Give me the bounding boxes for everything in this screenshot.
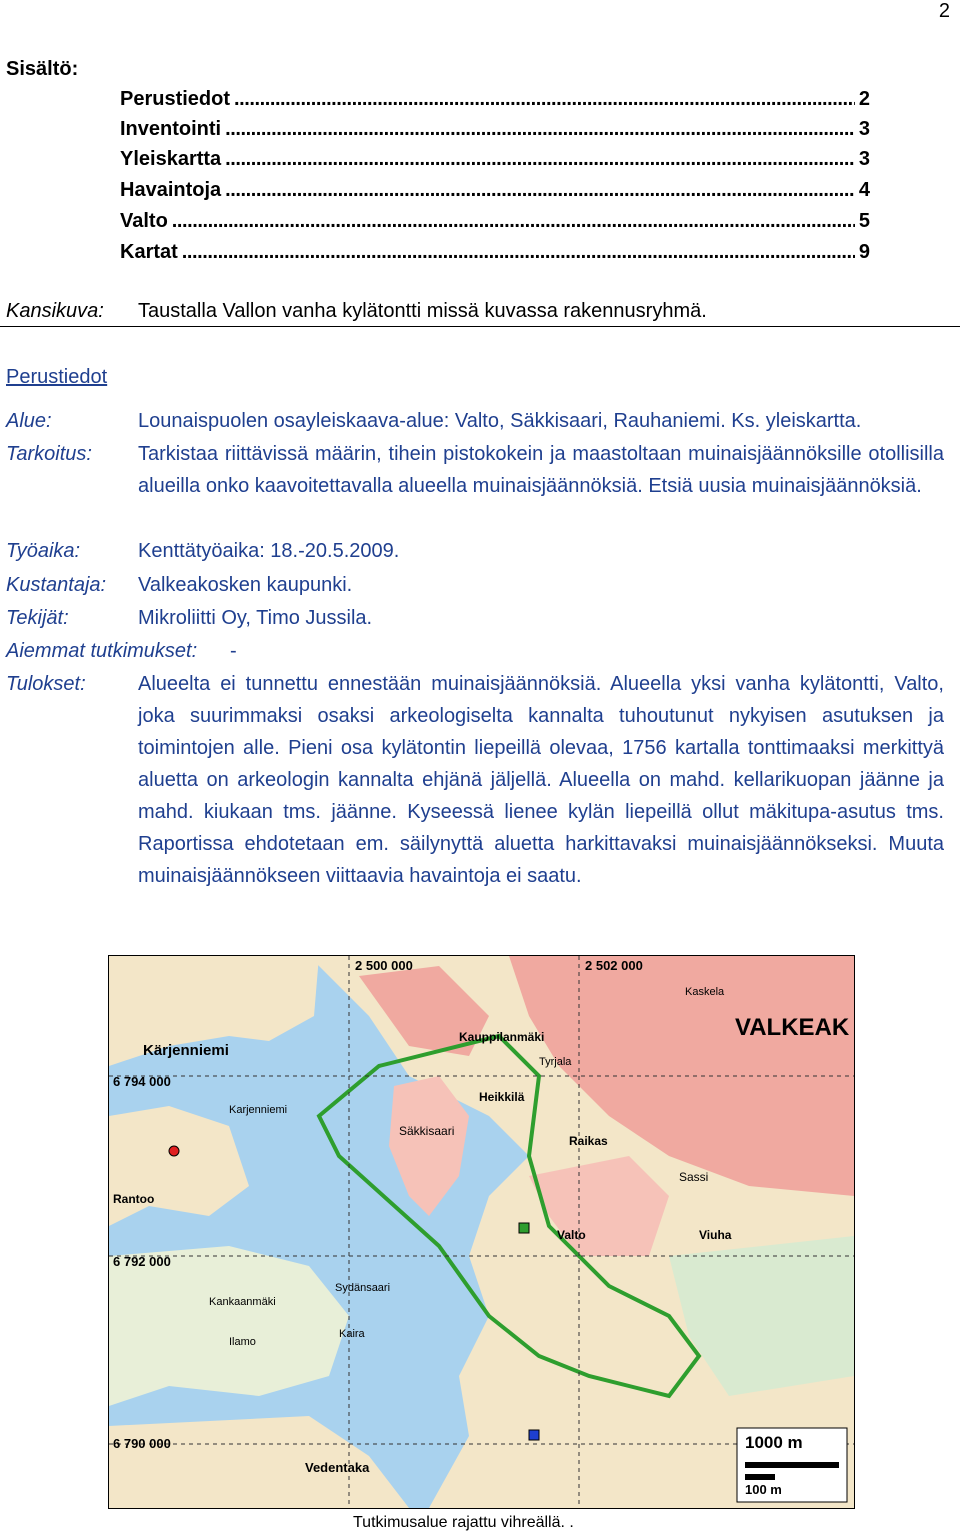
place-name: Tyrjala — [539, 1056, 572, 1068]
site-marker-blue — [529, 1430, 539, 1440]
scale-label-100: 100 m — [745, 1482, 782, 1497]
section-title: Perustiedot — [6, 366, 108, 388]
place-name: Raikas — [569, 1134, 608, 1148]
toc-item[interactable] — [120, 88, 870, 111]
toc-item-title: Kartat — [120, 241, 178, 263]
field-label-tekijat: Tekijät: — [6, 607, 69, 629]
field-value-tekijat: Mikroliitti Oy, Timo Jussila. — [138, 607, 373, 629]
page-number: 2 — [938, 0, 950, 22]
field-label-alue: Alue: — [6, 410, 52, 432]
toc-item-title: Havaintoja — [120, 179, 222, 201]
toc-heading: Sisältö: — [6, 58, 79, 80]
site-marker-red — [169, 1146, 179, 1156]
field-label-tyoaika: Työaika: — [6, 540, 81, 562]
toc-leader — [234, 88, 855, 111]
grid-label: 6 792 000 — [113, 1254, 171, 1269]
field-value-aiemmat: - — [230, 640, 237, 662]
place-name: Säkkisaari — [399, 1124, 455, 1138]
toc-item[interactable] — [120, 148, 870, 171]
field-label-aiemmat: Aiemmat tutkimukset: — [6, 640, 198, 662]
place-name: Viuha — [699, 1228, 732, 1242]
field-value-kustantaja: Valkeakosken kaupunki. — [138, 574, 353, 596]
field-label-kustantaja: Kustantaja: — [6, 574, 107, 596]
grid-label: 2 500 000 — [355, 958, 413, 973]
cover-label: Kansikuva: — [6, 300, 104, 322]
place-name: Sydänsaari — [335, 1282, 391, 1294]
grid-label: 6 790 000 — [113, 1436, 171, 1451]
place-name: Kauppilanmäki — [459, 1030, 545, 1044]
scale-bar-1000 — [745, 1462, 839, 1468]
toc-item-page: 4 — [858, 179, 870, 201]
field-label-tarkoitus: Tarkoitus: — [6, 443, 92, 465]
toc-item[interactable] — [120, 210, 870, 233]
place-name: Kärjenniemi — [143, 1042, 229, 1059]
toc-item[interactable] — [120, 179, 870, 202]
toc-item-page: 5 — [858, 210, 870, 232]
toc-leader — [225, 179, 855, 202]
toc-item[interactable] — [120, 241, 870, 264]
survey-map — [108, 955, 855, 1509]
map-caption: Tutkimusalue rajattu vihreällä. . — [353, 1514, 574, 1531]
cover-text: Taustalla Vallon vanha kylätontti missä kuvassa rakennusryhmä. — [138, 300, 707, 322]
scale-bar-100 — [745, 1474, 775, 1480]
grid-label: 2 502 000 — [585, 958, 643, 973]
toc-item-title: Yleiskartta — [120, 148, 222, 170]
toc-item-page: 9 — [858, 241, 870, 263]
place-name: Karjenniemi — [229, 1104, 288, 1116]
place-name: Sassi — [679, 1170, 709, 1184]
place-name: Kaira — [339, 1328, 365, 1340]
toc-item[interactable] — [120, 118, 870, 141]
grid-label: 6 794 000 — [113, 1074, 171, 1089]
site-marker-green — [519, 1223, 529, 1233]
place-name: Ilamo — [229, 1336, 256, 1348]
toc-leader — [225, 148, 855, 171]
place-name: Heikkilä — [479, 1090, 525, 1104]
place-name: Kaskela — [685, 986, 725, 998]
field-value-tyoaika: Kenttätyöaika: 18.-20.5.2009. — [138, 540, 400, 562]
toc-item-page: 3 — [858, 118, 870, 140]
field-label-tulokset: Tulokset: — [6, 673, 86, 695]
toc-leader — [225, 118, 855, 141]
toc-item-title: Inventointi — [120, 118, 222, 140]
place-name: Vedentaka — [305, 1460, 370, 1475]
place-name: Rantoo — [113, 1192, 155, 1206]
field-value-tarkoitus: Tarkistaa riittävissä määrin, tihein pistokokein ja maastoltaan muinaisjäännöksille otollisilla alueilla onko kaavoitettavalla alueella muinaisjäännöksiä. Etsiä uusia muinaisjäännöksiä. — [138, 443, 944, 497]
field-value-alue: Lounaispuolen osayleiskaava-alue: Valto, Säkkisaari, Rauhaniemi. Ks. yleiskartta. — [138, 410, 862, 432]
town-label: VALKEAK — [735, 1014, 850, 1041]
toc-leader — [182, 241, 855, 264]
divider — [0, 326, 960, 327]
toc-leader — [172, 210, 855, 233]
field-value-tulokset: Alueelta ei tunnettu ennestään muinaisjäännöksiä. Alueella yksi vanha kylätontti, Valto, joka suurimmaksi osaksi arkeologiselta kannalta tuhoutunut nykyisen asutuksen ja toimintojen alle. Pieni osa kylätontin liepeillä olevaa, 1756 kartalla tonttimaaksi merkittyä aluetta on arkeologin kannalta ehjänä jäljellä. Alueella on mahd. kellarikuopan jäänne ja mahd. kiukaan tms. jäänne. Kyseessä lienee kylän liepeillä ollut mäkitupa-asutus tms. Raportissa ehdotetaan em. säilynyttä aluetta harkittavaksi muinaisjäännökseksi. Muuta muinaisjäännökseen viittaavia havaintoja ei saatu. — [138, 673, 944, 887]
toc-item-title: Valto — [120, 210, 168, 232]
toc-item-page: 3 — [858, 148, 870, 170]
place-name: Valto — [557, 1228, 586, 1242]
toc-item-title: Perustiedot — [120, 88, 231, 110]
place-name: Kankaanmäki — [209, 1296, 276, 1308]
scale-label-1000: 1000 m — [745, 1433, 803, 1452]
toc-item-page: 2 — [858, 88, 870, 110]
